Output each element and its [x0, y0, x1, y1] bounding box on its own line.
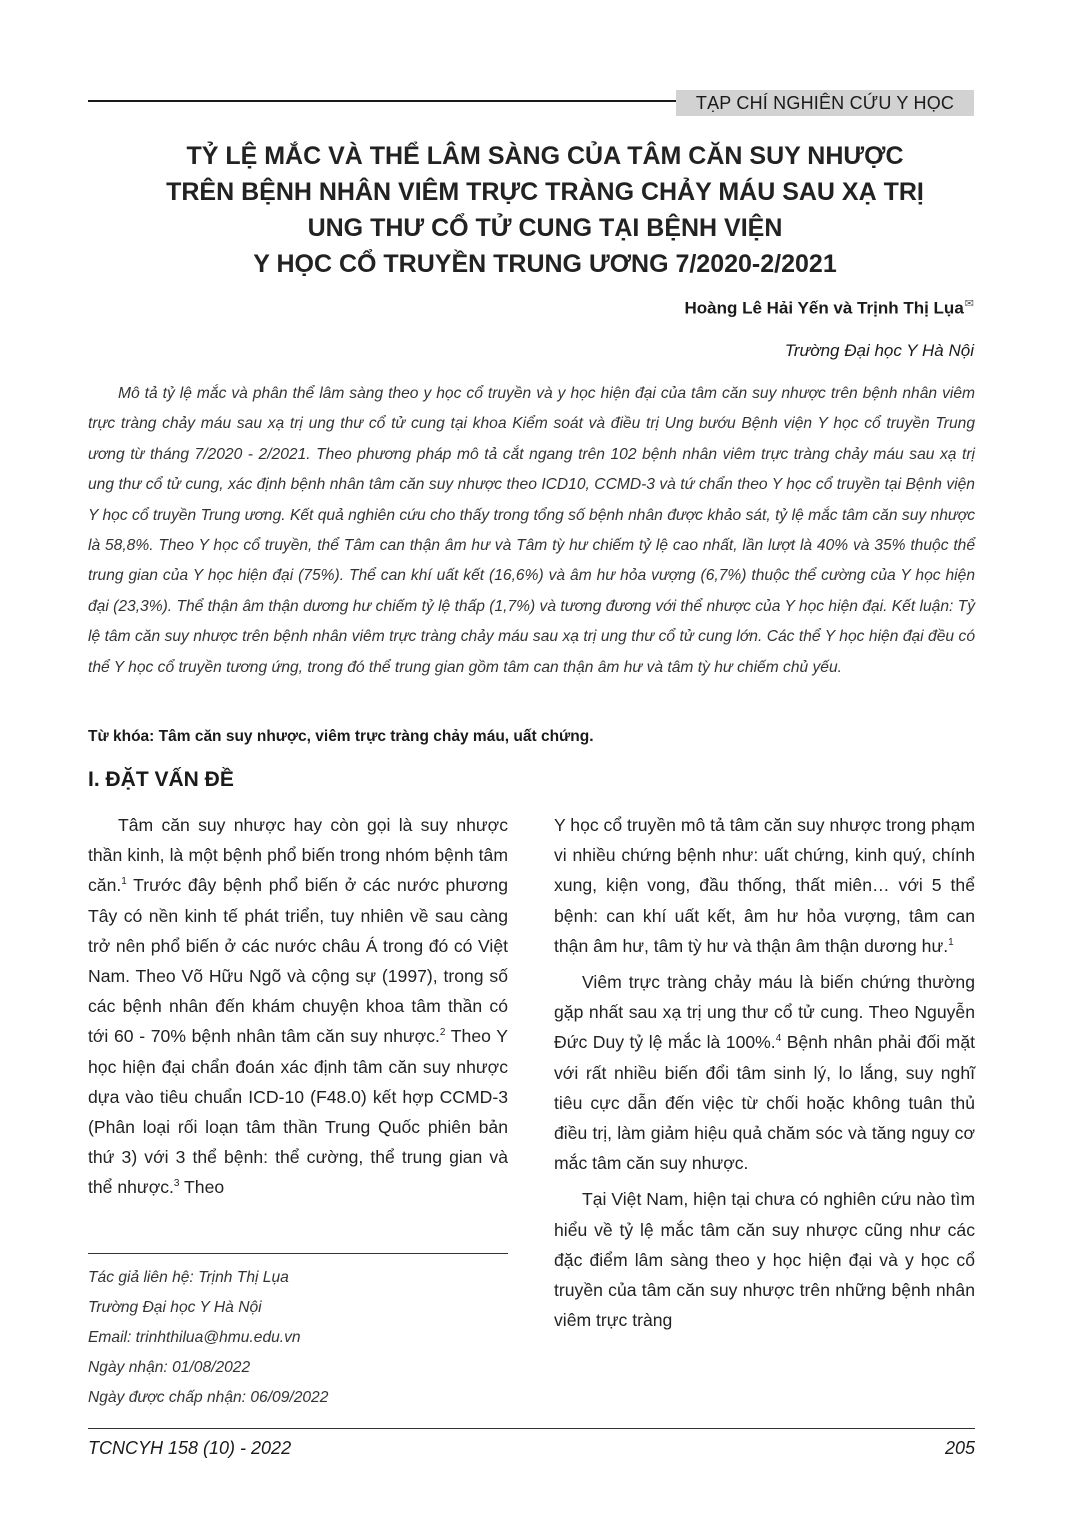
title-line-2: TRÊN BỆNH NHÂN VIÊM TRỰC TRÀNG CHẢY MÁU SAU XẠ TRỊ — [166, 178, 924, 206]
citation-ref: 3 — [173, 1178, 180, 1190]
article-title — [60, 138, 1030, 282]
header-rule — [88, 100, 680, 102]
intro-right-column — [554, 810, 975, 1341]
abstract: Mô tả tỷ lệ mắc và phân thể lâm sàng theo y học cổ truyền và y học hiện đại của tâm căn suy nhược trên bệnh nhân viêm trực tràng chảy máu sau xạ trị ung thư cổ tử cung tại khoa Kiểm soát và điều trị Ung bướu Bệnh viện Y học cổ truyền Trung ương từ tháng 7/2020 - 2/2021. Theo phương pháp mô tả cắt ngang trên 102 bệnh nhân viêm trực tràng chảy máu sau xạ trị ung thư cổ tử cung, xác định bệnh nhân tâm căn suy nhược theo ICD10, CCMD-3 và tứ chẩn theo Y học cổ truyền tại Bệnh viện Y học cổ truyền Trung ương. Kết quả nghiên cứu cho thấy trong tổng số bệnh nhân được khảo sát, tỷ lệ mắc tâm căn suy nhược là 58,8%. Theo Y học cổ truyền, thể Tâm can thận âm hư và Tâm tỳ hư chiếm tỷ lệ cao nhất, lần lượt là 40% và 35% thuộc thể trung gian của Y học hiện đại (75%). Thể can khí uất kết (16,6%) và âm hư hỏa vượng (6,7%) thuộc thể cường của Y học hiện đại (23,3%). Thể thận âm thận dương hư chiếm tỷ lệ thấp (1,7%) và tương đương với thể nhược của Y học hiện đại. Kết luận: Tỷ lệ tâm căn suy nhược trên bệnh nhân viêm trực tràng chảy máu sau xạ trị ung thư cổ tử cung lớn. Các thể Y học hiện đại đều có thể Y học cổ truyền tương ứng, trong đó thể trung gian gồm tâm can thận âm hư và tâm tỳ hư chiếm chủ yếu. — [88, 385, 975, 676]
footnote — [88, 1263, 508, 1413]
paragraph-text: Viêm trực tràng chảy máu là biến chứng thường gặp nhất sau xạ trị ung thư cổ tử cung. Theo Nguyễn Đức Duy tỷ lệ mắc là 100%. — [554, 972, 975, 1053]
title-line-3: UNG THƯ CỔ TỬ CUNG TẠI BỆNH VIỆN — [307, 214, 783, 242]
contact-affiliation: Trường Đại học Y Hà Nội — [88, 1299, 262, 1316]
intro-sentence-3: Theo Y học hiện đại chẩn đoán xác định tâm căn suy nhược dựa vào tiêu chuẩn ICD-10 (F48.0) kết hợp CCMD-3 (Phân loại rối loạn tâm thần Trung Quốc phiên bản thứ 3) với 3 thể bệnh: thể cường, thể trung gian và thể nhược. — [88, 1026, 508, 1198]
paragraph — [554, 967, 975, 1178]
footnote-rule — [88, 1253, 508, 1254]
journal-citation: TCNCYH 158 (10) - 2022 — [88, 1438, 292, 1458]
paragraph-text: Bệnh nhân phải đối mặt với rất nhiều biến đổi tâm sinh lý, lo lắng, suy nghĩ tiêu cực dẫn đến việc từ chối hoặc không tuân thủ điều trị, làm giảm hiệu quả chăm sóc và tăng nguy cơ mắc tâm căn suy nhược. — [554, 1032, 976, 1174]
title-line-4: Y HỌC CỔ TRUYỀN TRUNG ƯƠNG 7/2020-2/2021 — [253, 250, 837, 278]
paragraph: Tại Việt Nam, hiện tại chưa có nghiên cứu nào tìm hiểu về tỷ lệ mắc tâm căn suy nhược cũng như các đặc điểm lâm sàng theo y học hiện đại và y học cổ truyền của tâm căn suy nhược trên những bệnh nhân viêm trực tràng — [554, 1189, 975, 1331]
section-heading: I. ĐẶT VẤN ĐỀ — [88, 768, 234, 791]
title-line-1: TỶ LỆ MẮC VÀ THỂ LÂM SÀNG CỦA TÂM CĂN SUY NHƯỢC — [186, 142, 904, 170]
paragraph-text: Y học cổ truyền mô tả tâm căn suy nhược trong phạm vi nhiều chứng bệnh như: uất chứng, kinh quý, chính xung, kiện vong, đầu thống, thất miên… với 5 thể bệnh: can khí uất kết, âm hư hỏa vượng, tâm can thận âm hư, tâm tỳ hư và thận âm thận dương hư. — [554, 815, 976, 956]
intro-sentence-4: Theo — [179, 1177, 225, 1198]
author-line — [684, 297, 974, 319]
citation-ref: 4 — [775, 1033, 782, 1045]
received-date: Ngày nhận: 01/08/2022 — [88, 1359, 251, 1376]
authors: Hoàng Lê Hải Yến và Trịnh Thị Lụa — [684, 298, 964, 318]
envelope-icon: ✉ — [964, 298, 974, 310]
page-number: 205 — [944, 1438, 975, 1458]
citation-ref: 1 — [948, 936, 954, 948]
paragraph — [554, 810, 975, 961]
contact-email[interactable]: Email: trinhthilua@hmu.edu.vn — [88, 1329, 301, 1346]
footer-rule — [88, 1428, 975, 1429]
keywords: Từ khóa: Tâm căn suy nhược, viêm trực tràng chảy máu, uất chứng. — [88, 728, 594, 745]
intro-sentence-1: Tâm căn suy nhược hay còn gọi là suy nhược thần kinh, là một bệnh phổ biến trong nhóm bệnh tâm căn. — [88, 815, 508, 896]
affiliation: Trường Đại học Y Hà Nội — [784, 341, 974, 360]
contact-author: Tác giả liên hệ: Trịnh Thị Lụa — [88, 1269, 289, 1286]
citation-ref: 2 — [439, 1027, 446, 1039]
accepted-date: Ngày được chấp nhận: 06/09/2022 — [88, 1389, 329, 1406]
intro-left-column — [88, 810, 508, 1203]
intro-sentence-2: Trước đây bệnh phổ biến ở các nước phương Tây có nền kinh tế phát triển, tuy nhiên về sau càng trở nên phổ biến ở các nước châu Á trong đó có Việt Nam. Theo Võ Hữu Ngõ và cộng sự (1997), trong số các bệnh nhân đến khám chuyện khoa tâm thần có tới 60 - 70% bệnh nhân tâm căn suy nhược. — [88, 875, 508, 1047]
citation-ref: 1 — [121, 876, 127, 888]
journal-name: TẠP CHÍ NGHIÊN CỨU Y HỌC — [676, 90, 974, 116]
